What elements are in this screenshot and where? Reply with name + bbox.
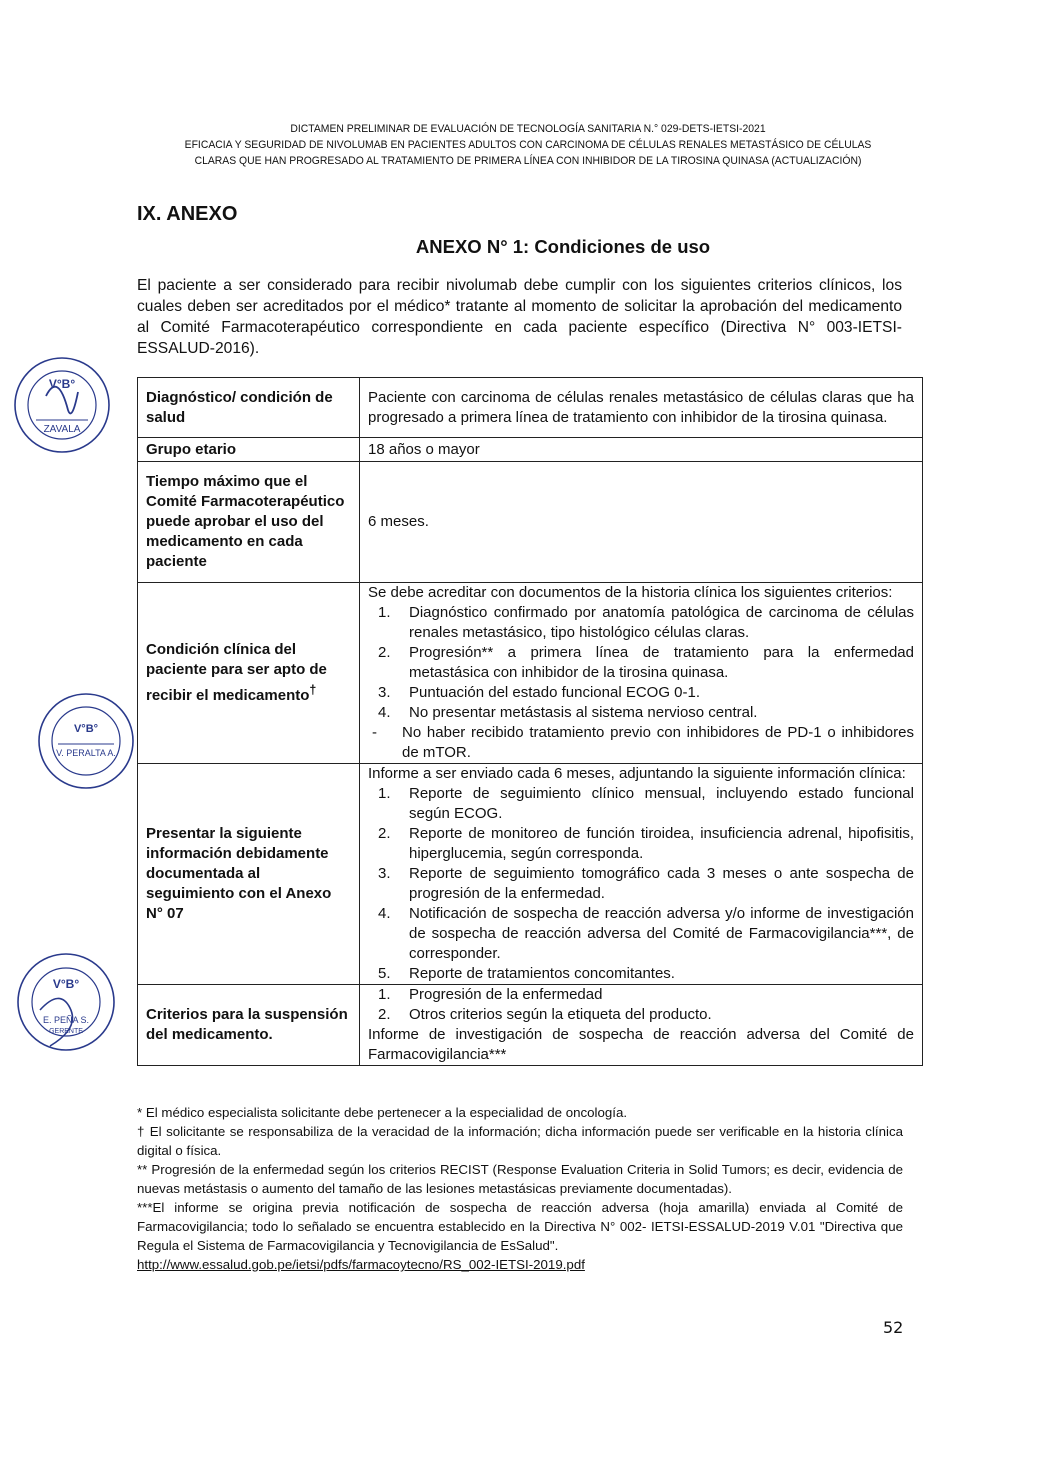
list-item-text: Notificación de sospecha de reacción adversa y/o informe de investigación de sospecha de reacción adversa del Comité de Farmacovigilancia***, de corresponder. xyxy=(409,905,914,962)
list-item-text: Progresión** a primera línea de tratamiento para la enfermedad metastásica con inhibidor de la tirosina quinasa. xyxy=(409,644,914,681)
intro-paragraph: El paciente a ser considerado para recibir nivolumab debe cumplir con los siguientes criterios clínicos, los cuales deben ser acreditados por el médico* tratante al momento de solicitar la aprobación del medicamento al Comité Farmacoterapéutico correspondiente en cada paciente específico (Directiva N° 003-IETSI-ESSALUD-2016). xyxy=(137,277,902,357)
list-item xyxy=(368,643,914,683)
list-item xyxy=(368,864,914,904)
row-label: Grupo etario xyxy=(138,438,360,462)
list-item-text: Otros criterios según la etiqueta del producto. xyxy=(409,1006,712,1023)
list-item-number: 3. xyxy=(378,865,391,882)
header-line-3: CLARAS QUE HAN PROGRESADO AL TRATAMIENTO DE PRIMERA LÍNEA CON INHIBIDOR DE LA TIROSINA QUINASA (ACTUALIZACIÓN) xyxy=(194,155,862,167)
page-number: 52 xyxy=(883,1318,904,1337)
list-item xyxy=(368,784,914,824)
list-item xyxy=(368,824,914,864)
list-item-number: 1. xyxy=(378,986,391,1003)
row-value xyxy=(360,764,923,985)
row-value xyxy=(360,985,923,1066)
list-item-text: Progresión de la enfermedad xyxy=(409,986,603,1003)
table-row xyxy=(138,764,923,985)
list-item-number: 1. xyxy=(378,604,391,621)
list-item-text: No presentar metástasis al sistema nervioso central. xyxy=(409,704,758,721)
row-label: Tiempo máximo que el Comité Farmacoterapéutico puede aprobar el uso del medicamento en cada paciente xyxy=(138,462,360,583)
list-item-text: Reporte de tratamientos concomitantes. xyxy=(409,965,675,982)
svg-text:E. PEÑA S.: E. PEÑA S. xyxy=(42,1015,90,1025)
seal-stamp-1 xyxy=(6,352,118,458)
row-value: Paciente con carcinoma de células renales metastásico de células claras que ha progresado a primera línea de tratamiento con inhibidor de la tirosina quinasa. xyxy=(360,378,923,438)
row-label: Diagnóstico/ condición de salud xyxy=(138,378,360,438)
list-item-text: Reporte de seguimiento clínico mensual, incluyendo estado funcional según ECOG. xyxy=(409,785,914,822)
header-line-2: EFICACIA Y SEGURIDAD DE NIVOLUMAB EN PACIENTES ADULTOS CON CARCINOMA DE CÉLULAS RENALES METASTÁSICO DE CÉLULAS xyxy=(184,139,872,151)
svg-text:V°B°: V°B° xyxy=(52,977,80,991)
suspension-list xyxy=(368,985,914,1025)
list-item-number: 5. xyxy=(378,965,391,982)
list-item-number: 1. xyxy=(378,785,391,802)
list-item-number: 2. xyxy=(378,1006,391,1023)
row-value: 6 meses. xyxy=(360,462,923,583)
dagger-mark: † xyxy=(309,683,317,697)
footnote-4: ***El informe se origina previa notificación de sospecha de reacción adversa (hoja amarilla) enviada al Comité de Farmacovigilancia; todo lo señalado se encuentra establecido en la Directiva N° 002- IETSI-ESSALUD-2019 V.01 "Directiva que Regula el Sistema de Farmacovigilancia y Tecnovigilancia de EsSalud". xyxy=(137,1200,903,1253)
row-label: Criterios para la suspensión del medicamento. xyxy=(138,985,360,1066)
row-label: Presentar la siguiente información debidamente documentada al seguimiento con el Anexo N° 07 xyxy=(138,764,360,985)
list-item xyxy=(368,985,914,1005)
footnote-2: † El solicitante se responsabiliza de la veracidad de la información; dicha información puede ser verificable en la historia clínica digital o física. xyxy=(137,1124,903,1158)
table-row xyxy=(138,378,923,438)
report-list xyxy=(368,784,914,984)
header-line-1: DICTAMEN PRELIMINAR DE EVALUACIÓN DE TECNOLOGÍA SANITARIA N.° 029-DETS-IETSI-2021 xyxy=(290,123,766,135)
list-item xyxy=(368,904,914,964)
footnote-3: ** Progresión de la enfermedad según los criterios RECIST (Response Evaluation Criteria in Solid Tumors; es decir, evidencia de nuevas metástasis o aumento del tamaño de las lesiones metastásicas previamente documentadas). xyxy=(137,1162,903,1196)
list-item-text: Reporte de seguimiento tomográfico cada 3 meses o ante sospecha de progresión de la enfermedad. xyxy=(409,865,914,902)
footnotes xyxy=(137,1103,903,1274)
directive-link[interactable]: http://www.essalud.gob.pe/ietsi/pdfs/farmacoytecno/RS_002-IETSI-2019.pdf xyxy=(137,1257,585,1272)
document-header xyxy=(42,121,1014,169)
list-item-text: Puntuación del estado funcional ECOG 0-1. xyxy=(409,684,701,701)
list-item-number: 2. xyxy=(378,644,391,661)
row-value xyxy=(360,583,923,764)
list-item xyxy=(368,723,914,763)
conditions-table xyxy=(137,377,923,1066)
table-row xyxy=(138,462,923,583)
list-item-text: No haber recibido tratamiento previo con inhibidores de PD-1 o inhibidores de mTOR. xyxy=(402,724,914,761)
svg-text:GERENTE: GERENTE xyxy=(49,1028,83,1035)
list-item-number: 3. xyxy=(378,684,391,701)
row-value: 18 años o mayor xyxy=(360,438,923,462)
footnote-1: * El médico especialista solicitante debe pertenecer a la especialidad de oncología. xyxy=(137,1105,628,1120)
list-item xyxy=(368,603,914,643)
annex-title: ANEXO N° 1: Condiciones de uso xyxy=(415,236,711,257)
list-item-number: 2. xyxy=(378,825,391,842)
report-intro: Informe a ser enviado cada 6 meses, adjuntando la siguiente información clínica: xyxy=(368,765,906,782)
criteria-list xyxy=(368,603,914,763)
suspension-tail: Informe de investigación de sospecha de reacción adversa del Comité de Farmacovigilancia*** xyxy=(368,1026,914,1063)
list-item-text: Reporte de monitoreo de función tiroidea, insuficiencia adrenal, hipofisitis, hiperglucemia, según corresponda. xyxy=(409,825,914,862)
list-item xyxy=(368,1005,914,1025)
svg-text:V°B°: V°B° xyxy=(73,723,99,735)
list-item-number: 4. xyxy=(378,905,391,922)
svg-text:V°B°: V°B° xyxy=(48,377,76,391)
list-item-number: - xyxy=(372,724,377,741)
list-item xyxy=(368,703,914,723)
table-row xyxy=(138,985,923,1066)
list-item-number: 4. xyxy=(378,704,391,721)
list-item xyxy=(368,683,914,703)
list-item-text: Diagnóstico confirmado por anatomía patológica de carcinoma de células renales metastásico, tipo histológico células claras. xyxy=(409,604,914,641)
svg-text:ZAVALA: ZAVALA xyxy=(43,424,81,435)
seal-stamp-2 xyxy=(30,688,142,794)
criteria-intro: Se debe acreditar con documentos de la historia clínica los siguientes criterios: xyxy=(368,584,893,601)
svg-text:V. PERALTA A.: V. PERALTA A. xyxy=(56,748,116,758)
list-item xyxy=(368,964,914,984)
table-row xyxy=(138,583,923,764)
seal-stamp-3 xyxy=(10,948,122,1056)
row-label: Condición clínica del paciente para ser apto de recibir el medicamento† xyxy=(138,583,360,764)
section-title: IX. ANEXO xyxy=(137,203,238,225)
table-row xyxy=(138,438,923,462)
